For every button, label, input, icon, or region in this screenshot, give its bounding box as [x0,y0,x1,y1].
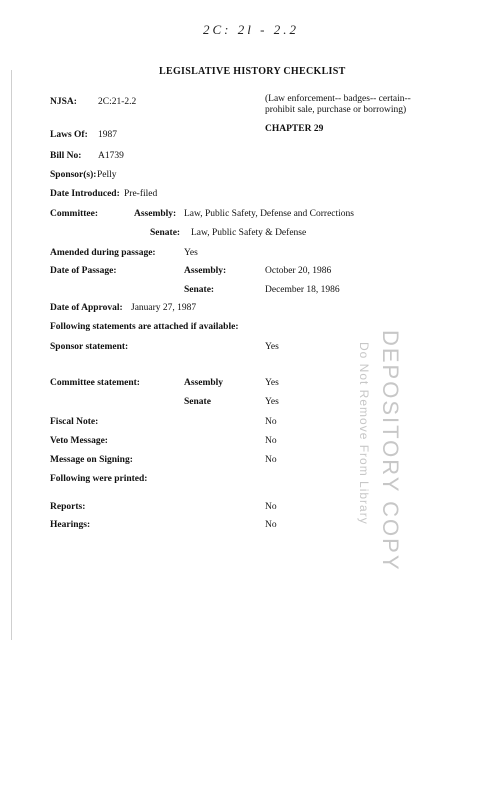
amended-value: Yes [184,248,198,258]
committee-statement-senate-value: Yes [265,397,279,407]
amended-label: Amended during passage: [50,248,156,258]
hearings-label: Hearings: [50,520,91,530]
veto-message-value: No [265,436,277,446]
passage-assembly-label: Assembly: [184,266,227,276]
depository-stamp [305,330,415,580]
sponsor-value: Pelly [97,170,117,180]
committee-statement-label: Committee statement: [50,378,140,388]
passage-senate-date: December 18, 1986 [265,285,340,295]
printed-heading: Following were printed: [50,474,148,484]
page-title: LEGISLATIVE HISTORY CHECKLIST [159,66,346,77]
signing-message-value: No [265,455,277,465]
signing-message-label: Message on Signing: [50,455,133,465]
committee-statement-assembly-value: Yes [265,378,279,388]
bill-no-label: Bill No: [50,151,82,161]
stamp-line2: Do Not Remove From Library [357,342,371,525]
date-of-passage-label: Date of Passage: [50,266,117,276]
njsa-label: NJSA: [50,97,77,107]
bill-no-value: A1739 [98,151,124,161]
stamp-line1: DEPOSITORY COPY [378,330,403,572]
date-introduced-label: Date Introduced: [50,189,120,199]
sponsor-statement-label: Sponsor statement: [50,342,129,352]
reports-value: No [265,502,277,512]
sponsor-label: Sponsor(s): [50,170,97,180]
chapter-label: CHAPTER 29 [265,124,324,134]
committee-senate-value: Law, Public Safety & Defense [191,228,307,238]
handwritten-number: 2C: 2l - 2.2 [203,22,299,37]
fiscal-note-label: Fiscal Note: [50,417,99,427]
committee-assembly-label: Assembly: [134,209,177,219]
description-line2: prohibit sale, purchase or borrowing) [265,105,407,115]
laws-of-value: 1987 [98,130,117,140]
description-line1: (Law enforcement-- badges-- certain-- [265,94,411,104]
committee-assembly-value: Law, Public Safety, Defense and Corrections [184,209,354,219]
committee-statement-senate-label: Senate [184,397,211,407]
hearings-value: No [265,520,277,530]
fiscal-note-value: No [265,417,277,427]
passage-senate-label: Senate: [184,285,215,295]
committee-statement-assembly-label: Assembly [184,378,224,388]
scan-edge-line [11,70,12,640]
veto-message-label: Veto Message: [50,436,108,446]
passage-assembly-date: October 20, 1986 [265,266,332,276]
approval-label: Date of Approval: [50,303,123,313]
committee-senate-label: Senate: [150,228,181,238]
approval-value: January 27, 1987 [131,303,197,313]
date-introduced-value: Pre-filed [124,189,158,199]
njsa-value: 2C:21-2.2 [98,97,137,107]
committee-label: Committee: [50,209,99,219]
statements-heading: Following statements are attached if available: [50,322,239,332]
laws-of-label: Laws Of: [50,130,88,140]
sponsor-statement-value: Yes [265,342,279,352]
reports-label: Reports: [50,502,86,512]
